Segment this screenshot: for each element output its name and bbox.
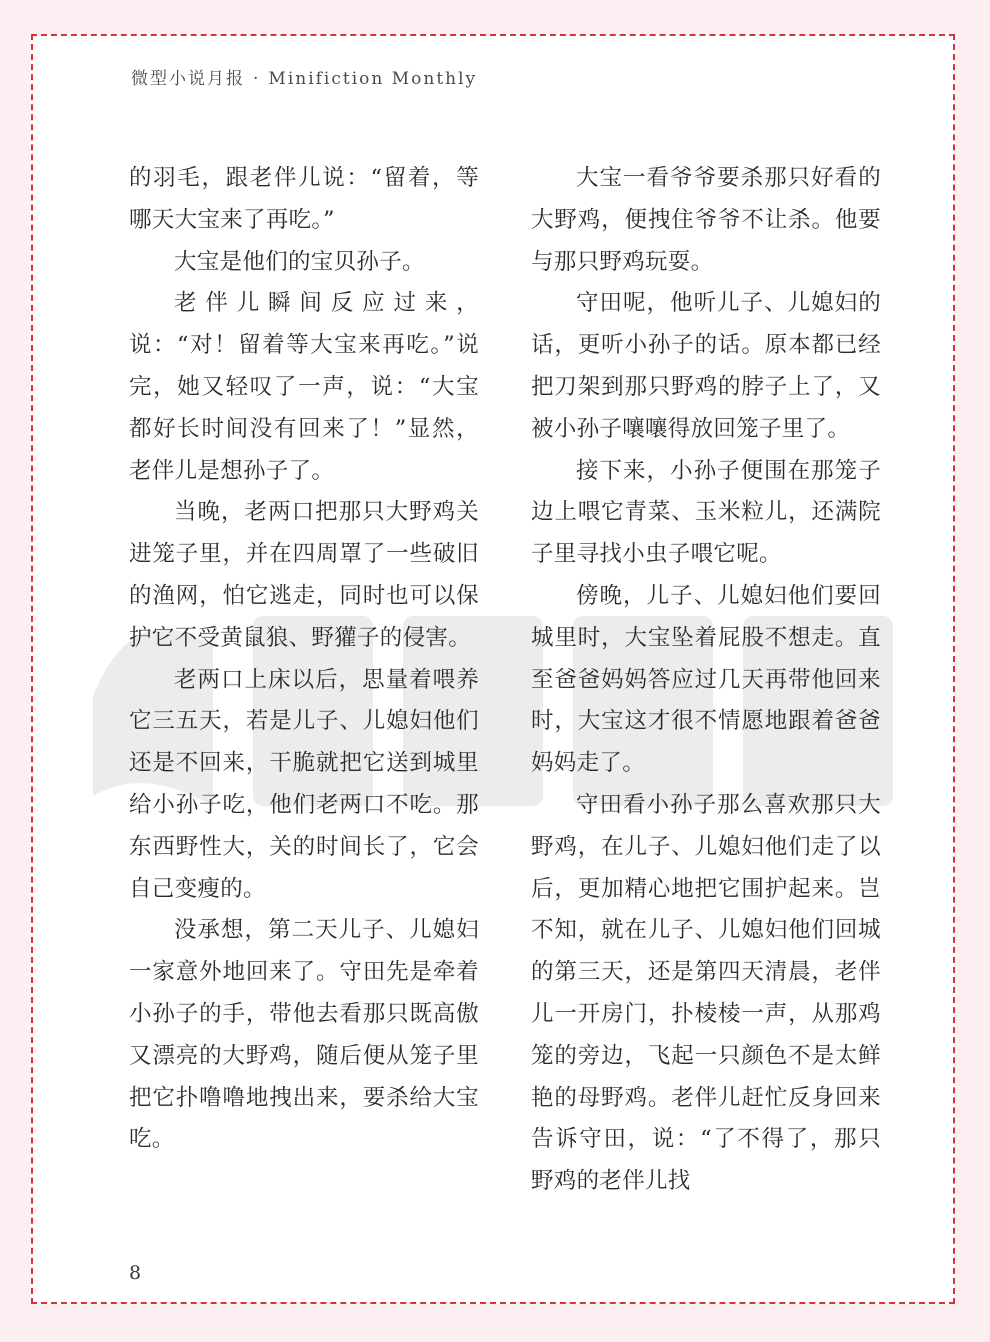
paragraph: 当晚，老两口把那只大野鸡关进笼子里，并在四周罩了一些破旧的渔网，怕它逃走，同时也可以保护它不受黄鼠狼、野獾子的侵害。 (129, 499, 479, 651)
running-header (131, 64, 477, 89)
header-title-cn: 微型小说月报 (131, 69, 245, 89)
left-text-column (129, 158, 479, 1161)
paragraph: 没承想，第二天儿子、儿媳妇一家意外地回来了。守田先是牵着小孙子的手，带他去看那只既高傲又漂亮的大野鸡，随后便从笼子里把它扑噜噜地拽出来，要杀给大宝吃。 (129, 917, 479, 1153)
page-frame (31, 34, 955, 1304)
paragraph: 守田呢，他听儿子、儿媳妇的话，更听小孙子的话。原本都已经把刀架到那只野鸡的脖子上了，又被小孙子嚷嚷得放回笼子里了。 (531, 290, 881, 442)
header-separator: · (253, 69, 261, 89)
paragraph: 傍晚，儿子、儿媳妇他们要回城里时，大宝坠着屁股不想走。直至爸爸妈妈答应过几天再带他回来时，大宝这才很不情愿地跟着爸爸妈妈走了。 (531, 582, 881, 777)
paragraph: 大宝一看爷爷要杀那只好看的大野鸡，便拽住爷爷不让杀。他要与那只野鸡玩耍。 (531, 165, 881, 275)
right-text-column (531, 158, 881, 1203)
header-title-en: Minifiction Monthly (268, 69, 478, 89)
paragraph: 老两口上床以后，思量着喂养它三五天，若是儿子、儿媳妇他们还是不回来，干脆就把它送到城里给小孙子吃，他们老两口不吃。那东西野性大，关的时间长了，它会自己变瘦的。 (129, 666, 479, 902)
paragraph: 的羽毛，跟老伴儿说：“留着，等哪天大宝来了再吃。” (129, 165, 479, 233)
paragraph: 大宝是他们的宝贝孙子。 (174, 248, 425, 275)
paragraph: 接下来，小孙子便围在那笼子边上喂它青菜、玉米粒儿，还满院子里寻找小虫子喂它呢。 (531, 457, 881, 568)
paragraph: 老伴儿瞬间反应过来，说：“对！留着等大宝来再吃。”说完，她又轻叹了一声，说：“大宝都好长时间没有回来了！”显然，老伴儿是想孙子了。 (129, 290, 479, 484)
page-number: 8 (129, 1262, 142, 1284)
paragraph: 守田看小孙子那么喜欢那只大野鸡，在儿子、儿媳妇他们走了以后，更加精心地把它围护起来。岂不知，就在儿子、儿媳妇他们回城的第三天，还是第四天清晨，老伴儿一开房门，扑棱棱一声，从那鸡笼的旁边，飞起一只颜色不是太鲜艳的母野鸡。老伴儿赶忙反身回来告诉守田，说：“了不得了，那只野鸡的老伴儿找 (531, 791, 881, 1195)
